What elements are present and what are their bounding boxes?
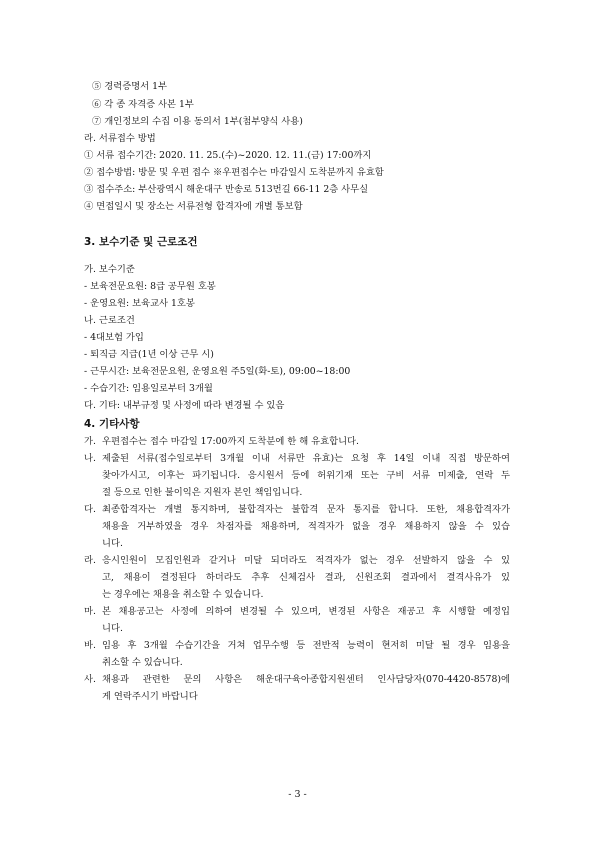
cond-item-hours: - 근무시간: 보육전문요원, 운영요원 주5일(화-토), 09:00~18:00 — [84, 366, 351, 377]
doc-item-license-copy: ⑥ 각 종 자격증 사본 1부 — [92, 99, 194, 110]
doc-item-career-cert: ⑤ 경력증명서 1부 — [92, 81, 168, 92]
method-item-interview: ④ 면접일시 및 장소는 서류전형 합격자에 개별 통보함 — [84, 201, 303, 212]
item-line: 취소할 수 있습니다. — [102, 657, 183, 668]
item-line: 채용과 관련한 문의 사항은 해운대구육아종합지원센터 인사담당자(070-4420-8578)에 — [102, 674, 510, 685]
item-line: 는 경우에는 채용을 취소할 수 있습니다. — [102, 589, 264, 600]
item-line: 고, 채용이 결정된다 하더라도 추후 신체검사 결과, 신원조회 결과에서 결격사유가 있 — [102, 572, 510, 583]
cond-title: 나. 근로조건 — [84, 315, 135, 326]
doc-item-privacy-consent: ⑦ 개인정보의 수집 이용 동의서 1부(첨부양식 사용) — [92, 116, 303, 127]
page-number: - 3 - — [288, 789, 307, 800]
pay-title: 가. 보수기준 — [84, 264, 135, 275]
item-label: 나. — [84, 453, 96, 464]
item-line: 응시인원이 모집인원과 같거나 미달 되더라도 적격자가 없는 경우 선발하지 않을 수 있 — [102, 555, 510, 566]
item-line: 절 등으로 인한 불이익은 지원자 본인 책임입니다. — [102, 487, 303, 498]
method-item-period: ① 서류 접수기간: 2020. 11. 25.(수)~2020. 12. 11.(금) 17:00까지 — [84, 150, 372, 161]
item-line: 최종합격자는 개별 통지하며, 불합격자는 불합격 문자 통지를 합니다. 또한, 채용합격자가 — [102, 504, 510, 515]
item-label: 다. — [84, 504, 96, 515]
item-line: 제출된 서류(접수일로부터 3개월 이내 서류만 유효)는 요청 후 14일 이내 직접 방문하여 — [102, 453, 510, 464]
item-label: 라. — [84, 555, 96, 566]
item-line: 찾아가시고, 이후는 파기됩니다. 응시원서 등에 허위기재 또는 구비 서류 미제출, 연락 두 — [102, 470, 510, 481]
item-line: 니다. — [102, 623, 123, 634]
item-label: 바. — [84, 640, 96, 651]
pay-item-operator: - 운영요원: 보육교사 1호봉 — [84, 298, 195, 309]
other-note: 다. 기타: 내부규정 및 사정에 따라 변경될 수 있음 — [84, 400, 285, 411]
method-item-address: ③ 접수주소: 부산광역시 해운대구 반송로 513번길 66-11 2층 사무실 — [84, 184, 369, 195]
section4-title: 4. 기타사항 — [84, 418, 140, 430]
item-line: 임용 후 3개월 수습기간을 거쳐 업무수행 등 전반적 능력이 현저히 미달 될 경우 임용을 — [102, 640, 510, 651]
cond-item-insurance: - 4대보험 가입 — [84, 332, 144, 343]
section3-title: 3. 보수기준 및 근로조건 — [84, 236, 198, 248]
item-line: 우편접수는 접수 마감일 17:00까지 도착분에 한 해 유효합니다. — [102, 436, 359, 447]
item-line: 채용을 거부하였을 경우 차점자를 채용하며, 적격자가 없을 경우 채용하지 않을 수 있습 — [102, 521, 510, 532]
item-label: 사. — [84, 674, 96, 685]
item-label: 가. — [84, 436, 96, 447]
pay-item-specialist: - 보육전문요원: 8급 공무원 호봉 — [84, 281, 216, 292]
cond-item-probation: - 수습기간: 임용일로부터 3개월 — [84, 383, 213, 394]
item-line: 게 연락주시기 바랍니다 — [102, 691, 198, 702]
item-line: 니다. — [102, 538, 123, 549]
method-item-way: ② 접수방법: 방문 및 우편 접수 ※우편접수는 마감일시 도착분까지 유효함 — [84, 167, 384, 178]
cond-item-severance: - 퇴직금 지급(1년 이상 근무 시) — [84, 349, 214, 360]
item-line: 본 채용공고는 사정에 의하여 변경될 수 있으며, 변경된 사항은 재공고 후 시행할 예정입 — [102, 606, 510, 617]
item-label: 마. — [84, 606, 96, 617]
method-title: 라. 서류접수 방법 — [84, 133, 156, 144]
